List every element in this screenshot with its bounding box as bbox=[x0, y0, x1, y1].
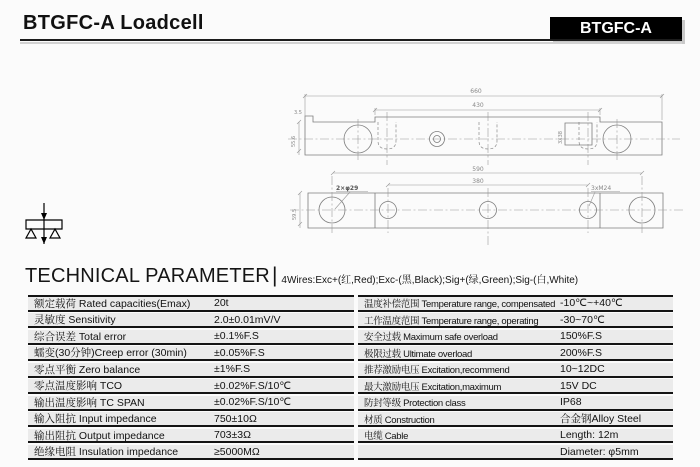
spec-label: 工作温度范围 Temperature range, operating bbox=[364, 315, 539, 327]
page-title: BTGFC-A Loadcell bbox=[23, 12, 204, 34]
table-row bbox=[358, 396, 673, 411]
heading-divider: | bbox=[271, 264, 278, 287]
header-rule bbox=[20, 39, 682, 41]
section-heading bbox=[25, 264, 578, 288]
table-row bbox=[28, 412, 354, 427]
dim-step-height: 3.5 bbox=[294, 110, 302, 116]
elevation-view bbox=[288, 88, 680, 165]
spec-label: 绝缘电阻 Insulation impedance bbox=[34, 446, 179, 459]
spec-value: 2.0±0.01mV/V bbox=[214, 313, 281, 326]
spec-value: IP68 bbox=[560, 396, 582, 409]
label-thread-holes: 3xM24 bbox=[591, 185, 612, 192]
table-row bbox=[28, 379, 354, 394]
dim-center-distance: 430 bbox=[472, 102, 484, 109]
table-row bbox=[358, 445, 673, 460]
table-row bbox=[358, 346, 673, 361]
spec-label: 额定载荷 Rated capacities(Emax) bbox=[34, 297, 191, 310]
dim-pocket-label: 3X38 bbox=[558, 131, 564, 144]
spec-value: 15V DC bbox=[560, 379, 597, 392]
spec-value: ±0.02%F.S/10℃ bbox=[214, 379, 292, 392]
load-direction-icon bbox=[26, 203, 62, 244]
table-row bbox=[28, 297, 354, 312]
spec-value: 200%F.S bbox=[560, 346, 603, 359]
spec-label: 安全过载 Maximum safe overload bbox=[364, 332, 498, 344]
table-row bbox=[358, 313, 673, 328]
spec-label: 最大激励电压 Excitation,maximum bbox=[364, 381, 502, 393]
spec-value: 703±3Ω bbox=[214, 429, 251, 442]
spec-value: ±0.05%F.S bbox=[214, 346, 265, 359]
dim-body-width: 59.5 bbox=[292, 208, 298, 220]
spec-label: 温度补偿范围 Temperature range, compensated bbox=[364, 299, 556, 311]
spec-label: 综合误差 Total error bbox=[34, 330, 127, 343]
spec-label: 防封等级 Protection class bbox=[364, 398, 466, 410]
label-through-holes: 2×φ29 bbox=[336, 185, 359, 192]
spec-value: 750±10Ω bbox=[214, 412, 257, 425]
dim-overall-length: 660 bbox=[470, 88, 482, 95]
spec-value: 合金钢Alloy Steel bbox=[560, 413, 642, 426]
dim-outer-hole-distance: 590 bbox=[472, 166, 484, 173]
spec-value: ±0.1%F.S bbox=[214, 330, 259, 343]
spec-label: 输入阻抗 Input impedance bbox=[34, 413, 157, 426]
table-row bbox=[28, 346, 354, 361]
spec-label: 极限过载 Ultimate overload bbox=[364, 348, 472, 360]
spec-label: 零点平衡 Zero balance bbox=[34, 363, 141, 376]
spec-value: Diameter: φ5mm bbox=[560, 445, 639, 458]
dim-inner-hole-distance: 380 bbox=[472, 178, 484, 185]
spec-label: 材质 Construction bbox=[364, 414, 435, 426]
plan-view bbox=[290, 166, 683, 246]
table-row bbox=[28, 429, 354, 444]
spec-label: 推荐激励电压 Excitation,recommend bbox=[364, 365, 510, 377]
model-badge: BTGFC-A bbox=[550, 17, 682, 41]
technical-drawing bbox=[0, 50, 700, 255]
table-row bbox=[358, 363, 673, 378]
spec-label: 零点温度影响 TCO bbox=[34, 380, 123, 393]
table-row bbox=[358, 297, 673, 312]
table-row bbox=[28, 330, 354, 345]
table-row bbox=[358, 412, 673, 427]
wiring-note: 4Wires:Exc+(红,Red);Exc-(黑,Black);Sig+(绿,Green);Sig-(白,White) bbox=[281, 275, 579, 286]
spec-value: 20t bbox=[214, 297, 229, 310]
dim-body-height: 55.6 bbox=[291, 135, 297, 147]
spec-label: 电缆 Cable bbox=[364, 431, 409, 443]
spec-value: -30~70℃ bbox=[560, 313, 605, 326]
spec-value: ±1%F.S bbox=[214, 363, 251, 376]
table-row bbox=[28, 396, 354, 411]
spec-value: 10~12DC bbox=[560, 363, 605, 376]
spec-value: Length: 12m bbox=[560, 429, 619, 442]
spec-table-left bbox=[28, 295, 354, 462]
spec-value: ±0.02%F.S/10℃ bbox=[214, 396, 292, 409]
spec-label: 蠕变(30分钟)Creep error (30min) bbox=[34, 347, 187, 360]
spec-value: -10℃~+40℃ bbox=[560, 297, 623, 310]
table-row bbox=[358, 379, 673, 394]
spec-label: 输出温度影响 TC SPAN bbox=[34, 396, 145, 409]
table-row bbox=[28, 363, 354, 378]
table-row bbox=[358, 429, 673, 444]
table-row bbox=[358, 330, 673, 345]
spec-label: 灵敏度 Sensitivity bbox=[34, 314, 116, 327]
spec-value: 150%F.S bbox=[560, 330, 603, 343]
table-row bbox=[28, 313, 354, 328]
spec-value: ≥5000MΩ bbox=[214, 445, 260, 458]
spec-table-right bbox=[358, 295, 673, 462]
spec-label: 输出阻抗 Output impedance bbox=[34, 429, 165, 442]
table-row bbox=[28, 445, 354, 460]
section-title: TECHNICAL PARAMETER bbox=[25, 265, 270, 287]
